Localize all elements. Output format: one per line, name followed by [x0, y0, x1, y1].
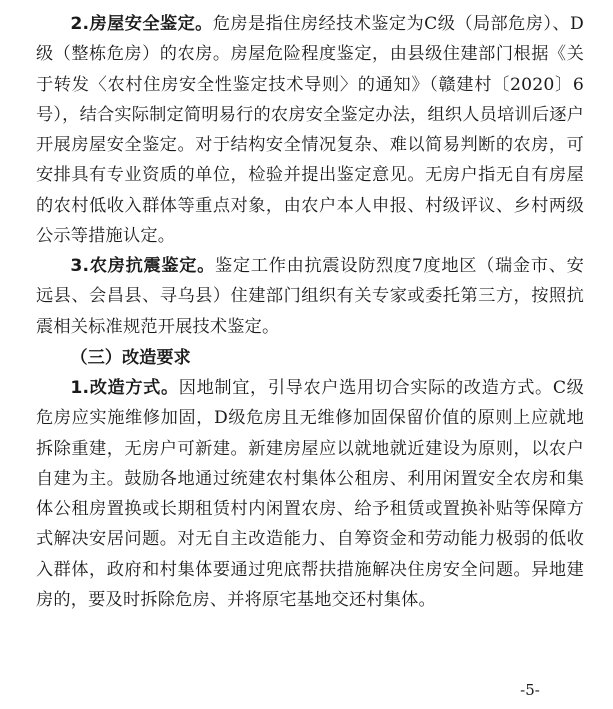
section-heading: （三）改造要求 — [70, 348, 191, 368]
paragraph-lead: 2.房屋安全鉴定。 — [70, 14, 213, 34]
paragraph-renovation-method — [36, 373, 584, 615]
paragraph-body: 鉴定工作由抗震设防烈度7度地区（瑞金市、安远县、会昌县、寻乌县）住建部门组织有关专家或委托第三方，按照抗震相关标准规范开展技术鉴定。 — [36, 256, 584, 337]
paragraph-body: 危房是指住房经技术鉴定为C级（局部危房）、D级（整栋危房）的农房。房屋危险程度鉴定，由县级住建部门根据《关于转发〈农村住房安全性鉴定技术导则〉的通知》（赣建村〔2020〕6号），结合实际制定简明易行的农房安全鉴定办法，组织人员培训后逐户开展房屋安全鉴定。对于结构安全情况复杂、难以简易判断的农房，可安排具有专业资质的单位，检验并提出鉴定意见。无房户指无自有房屋的农村低收入群体等重点对象，由农户本人申报、村级评议、乡村两级公示等措施认定。 — [36, 14, 584, 247]
paragraph-body: 因地制宜，引导农户选用切合实际的改造方式。C级危房应实施维修加固，D级危房且无维修加固保留价值的原则上应就地拆除重建，无房户可新建。新建房屋应以就地就近建设为原则，以农户自建为主。鼓励各地通过统建农村集体公租房、利用闲置安全农房和集体公租房置换或长期租赁村内闲置农房、给予租赁或置换补贴等保障方式解决安居问题。对无自主改造能力、自筹资金和劳动能力极弱的低收入群体，政府和村集体要通过兜底帮扶措施解决住房安全问题。异地建房的，要及时拆除危房、并将原宅基地交还村集体。 — [36, 378, 584, 611]
paragraph-housing-safety-appraisal — [36, 9, 584, 251]
paragraph-lead: 1.改造方式。 — [70, 378, 179, 398]
paragraph-lead: 3.农房抗震鉴定。 — [70, 256, 216, 276]
paragraph-seismic-appraisal — [36, 251, 584, 342]
page-number: -5- — [520, 681, 540, 699]
